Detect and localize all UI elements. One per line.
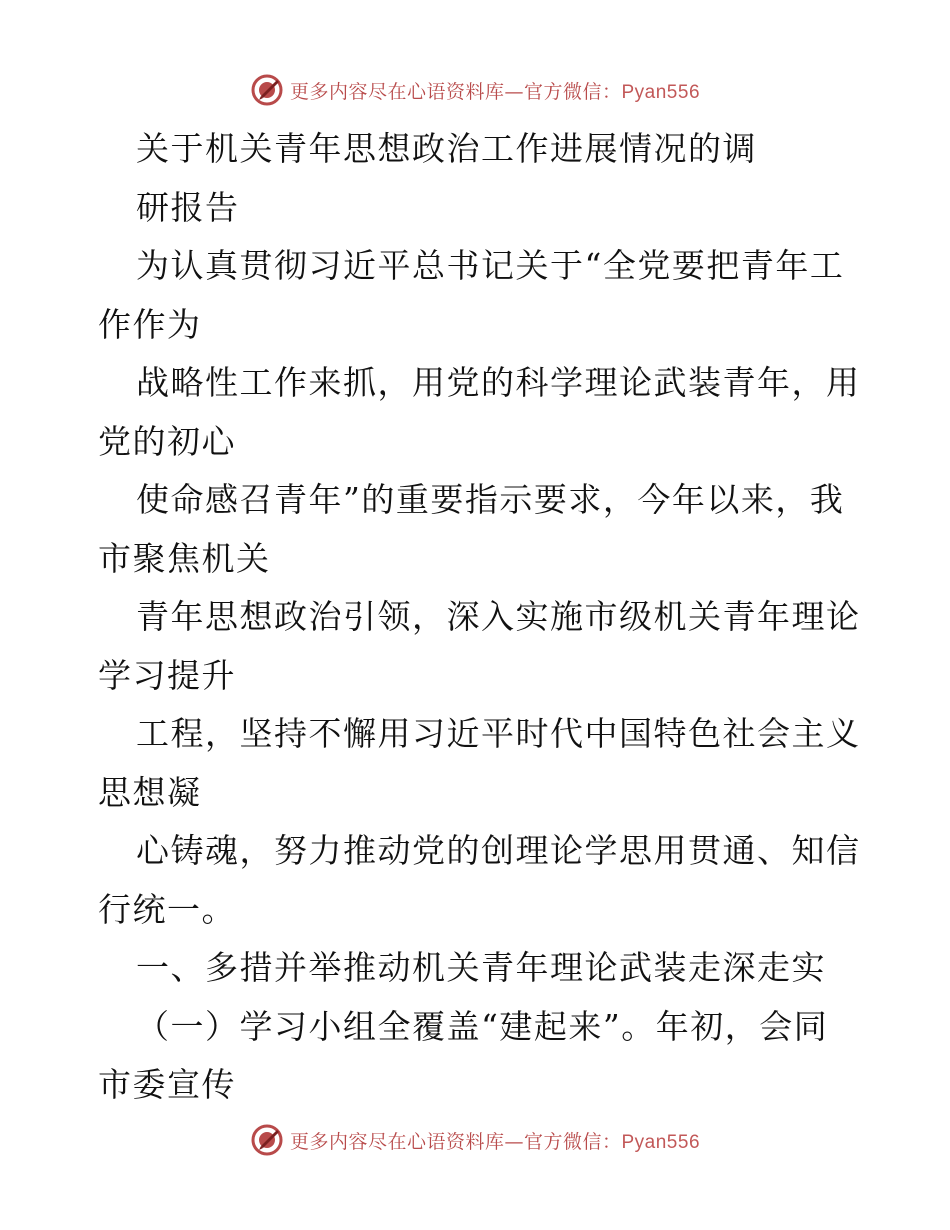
watermark-text: 更多内容尽在心语资料库—官方微信：Pyan556 [289,1130,701,1153]
text-line: 关于机关青年思想政治工作进展情况的调 [136,129,757,168]
header-watermark [0,70,950,110]
text-line: 思想凝 [98,772,202,812]
text-line: 市委宣传 [98,1065,236,1104]
text-line: 学习提升 [98,655,236,695]
text-line: 党的初心 [98,421,236,461]
pen-logo-icon [250,73,284,107]
footer-watermark [0,1120,950,1160]
document-body [98,120,861,1115]
text-line: 行统一。 [98,889,236,929]
text-line: 作作为 [98,304,202,344]
pen-logo-icon [250,1123,284,1157]
text-line: 战略性工作来抓，用党的科学理论武装青年，用 [136,363,861,402]
text-line: 为认真贯彻习近平总书记关于“全党要把青年工 [136,246,845,285]
watermark-text: 更多内容尽在心语资料库—官方微信：Pyan556 [289,80,701,103]
text-line: 使命感召青年”的重要指示要求，今年以来，我 [136,480,845,519]
text-line: 工程，坚持不懈用习近平时代中国特色社会主义 [136,714,861,753]
text-line: 青年思想政治引领，深入实施市级机关青年理论 [136,597,861,636]
text-line: （一）学习小组全覆盖“建起来”。年初，会同 [136,1006,829,1046]
text-line: 心铸魂，努力推动党的创理论学思用贯通、知信 [136,831,861,870]
text-line: 市聚焦机关 [98,538,271,578]
text-line: 研报告 [136,187,240,227]
text-line: 一、多措并举推动机关青年理论武装走深走实 [136,948,826,987]
